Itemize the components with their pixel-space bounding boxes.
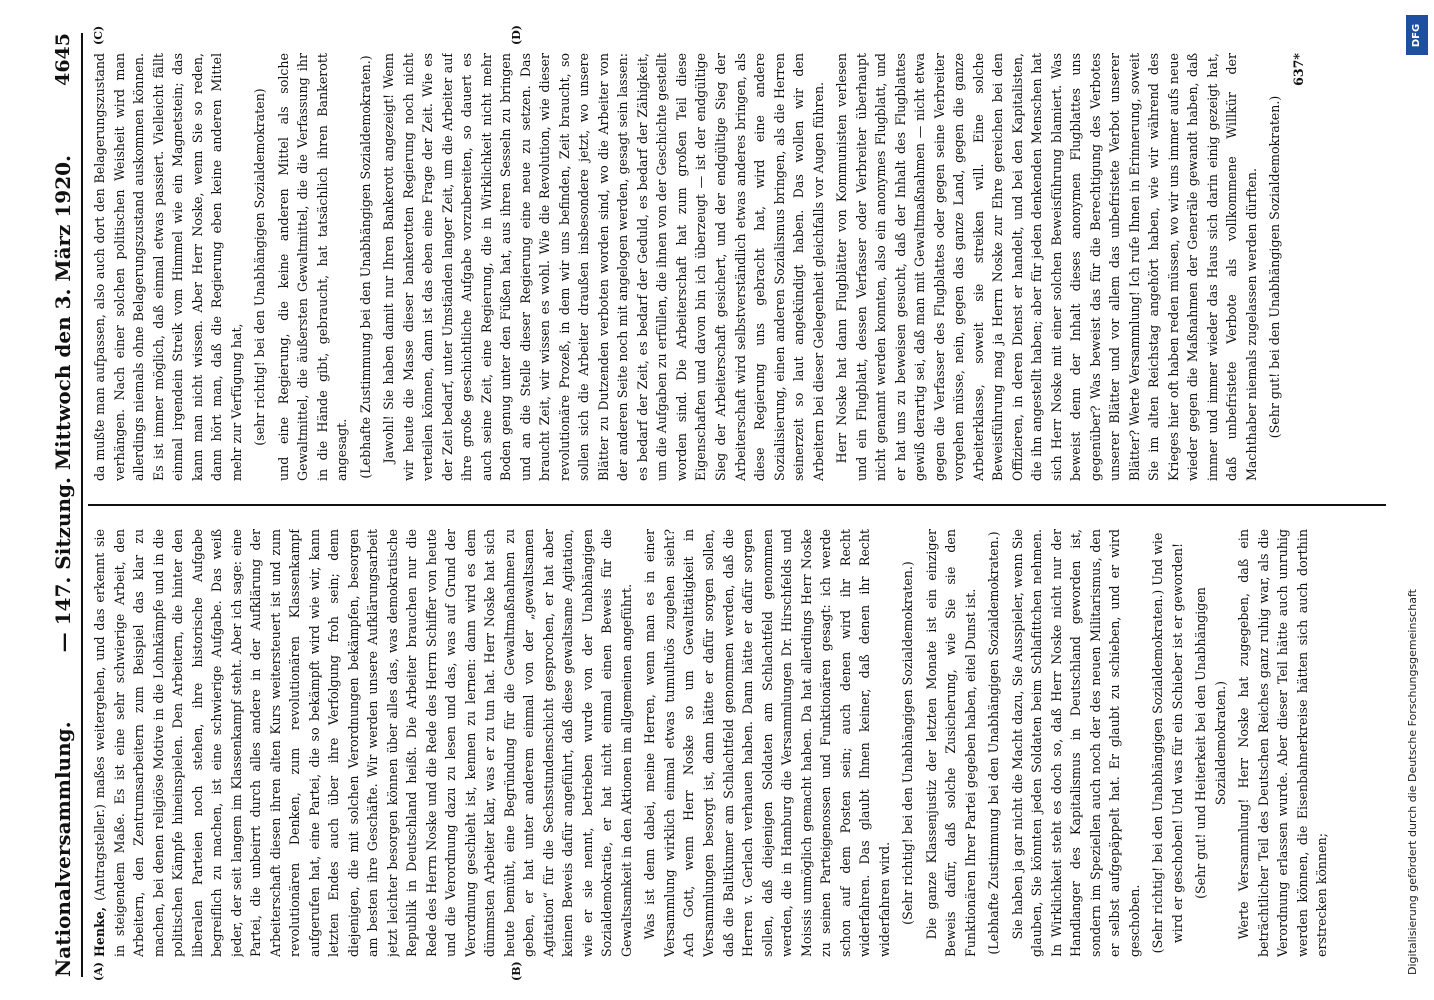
remark-paragraph: (Lebhafte Zustimmung bei den Unabhängigen Sozialdemokraten.) — [986, 531, 1002, 955]
speech-text: (Antragsteller.) maßes weitergehen, und das erkennt sie in steigendem Maße. Es ist eine sehr schwierige Arbeit, den Arbeitern, den Zentrumsarbeitern zum Beispiel das klar zu machen, bei denen religiöse Motive in die Lohnkämpfe und in die politischen Kämpfe hineinspielen. Den Arbeitern, die hinter den liberalen Parteien noch stehen, ihre historische Aufgabe begreiflich zu machen, ist eine schwierige Aufgabe. Das weiß jeder, der seit langem im Klassenkampf steht. Aber ich sage: eine Partei, die unbeirrt durch alles andere in der Aufklärung der Arbeiterschaft diesen ihren alten Kurs weitersteuert ist und zum revolutionären Denken, zum revolutionären Klassenkampf aufgerufen hat, eine Partei, die so bekämpft wird wie wir, kann letzten Endes auch über ihre Verfolgung froh sein; denn diejenigen, die mit solchen Verordnungen bekämpfen, besorgen am besten ihre Geschäfte. Wir werden unsere Aufklärungsarbeit jetzt leichter besorgen können über alles das, was demokratische Republik in Deutschland heißt. Die Arbeiter brauchen nur die Rede des Herrn Noske und die Rede des Herrn Schiffer von heute und die Verordnung dazu zu lesen und das, was auf Grund der Verordnung geschieht ist, kennen zu lernen: dann wird es dem dümmsten Arbeiter klar, was er zu tun hat. Herr Noske hat sich heute bemüht, eine Begründung für die Gewaltmaßnahmen zu geben, er hat unter anderem einmal von der „gewaltsamen Agitation“ für die Sechsstundenschicht gesprochen, er hat aber keinen Beweis dafür angeführt, daß diese gewaltsame Agitation, wie er sie nennt, betrieben wurde von der Unabhängigen Sozialdemokratie, er hat nicht einmal einen Beweis für die Gewaltsamkeit in den Aktionen im allgemeinen angeführt. — [92, 529, 634, 957]
speaker-paragraph — [90, 529, 636, 957]
margin-label-a: (A) — [92, 962, 105, 981]
right-column — [90, 53, 1388, 481]
remark-paragraph: (Sehr gut! und Heiterkeit bei den Unabhängigen Sozialdemokraten.) — [1193, 587, 1228, 899]
page-header — [48, 33, 78, 977]
header-left: Nationalversammlung. — [51, 721, 75, 977]
remark-paragraph: (Sehr gut! bei den Unabhängigen Sozialdemokraten.) — [1267, 95, 1283, 439]
left-column — [90, 529, 1388, 957]
remark-paragraph: (Sehr richtig! bei den Unabhängigen Sozialdemokraten.) Und wie wird er geschoben! Und was für ein Schieber ist er geworden! — [1150, 532, 1185, 954]
speech-paragraph: und eine Regierung, die keine anderen Mittel als solche Gewaltmittel, die äußersten Gewaltmittel, die die Verfassung ihr in die Hände gibt, gebraucht, hat tatsächlich ihren Bankerott angesagt. — [275, 53, 350, 481]
speech-paragraph: Die ganze Klassenjustiz der letzten Monate ist ein einziger Beweis dafür, daß solche Zusicherung, wie Sie sie den Funktionären Ihrer Partei gegeben haben, eitel Dunst ist. — [923, 529, 978, 957]
remark-paragraph: (Sehr richtig! bei den Unabhängigen Sozialdemokraten.) — [900, 561, 916, 925]
speech-paragraph: Herr Noske hat dann Flugblätter von Kommunisten verlesen und ein Flugblatt, dessen Verfasser oder Verbreiter überhaupt nicht genannt werden konnten, also ein anonymes Flugblatt, und er hat uns zu beweisen gesucht, daß der Inhalt des Flugblattes gewiß derartig sei, daß man mit Gewaltmaßnahmen — nicht etwa gegen die Verfasser des Flugblattes oder gegen seine Verbreiter vorgehen müsse, nein, gegen das ganze Land, gegen die ganze Arbeiterklasse, soweit sie streiken will. Eine solche Beweisführung mag ja Herrn Noske zur Ehre gereichen bei den Offizieren, in deren Dienst er handelt, und bei den Kapitalisten, die ihn angestellt haben; aber für jeden denkenden Menschen hat sich Herr Noske mit einer solchen Beweisführung blamiert. Was beweist denn der Inhalt dieses anonymen Flugblattes uns gegenüber? Was beweist das für die Berechtigung des Verbotes unserer Blätter und vor allem das unbefristete Verbot unserer Blätter? Werte Versammlung! Ich rufe Ihnen in Erinnerung, soweit Sie im alten Reichstag angehört haben, wie wir während des Krieges hier oft haben reden müssen, wo wir uns immer aufs neue wieder gegen die Maßnahmen der Generäle gewandt haben, daß immer und immer wieder das Haus sich darin einig gezeigt hat, daß unbefristete Verbote als vollkommene Willkür der Machthaber niemals zugelassen werden dürften. — [834, 53, 1259, 481]
speaker-name: Henke, — [92, 906, 107, 957]
margin-label-d: (D) — [510, 25, 523, 45]
margin-label-b: (B) — [510, 961, 523, 981]
margin-label-c: (C) — [92, 25, 105, 45]
column-divider — [88, 504, 1386, 506]
speech-paragraph: Sie haben ja gar nicht die Macht dazu, Sie Ausspieler, wenn Sie glauben, Sie könnten jeden Soldaten beim Schlafittchen nehmen. In Wirklichkeit steht es doch so, daß Herr Noske nicht nur der Handlanger des Kapitalismus in Deutschland geworden ist, sondern im Speziellen auch noch der des neuen Militarismus, den er selbst aufgepäppelt hat. Er glaubt zu schieben, und er wird geschoben. — [1009, 529, 1142, 957]
digitization-note — [1404, 15, 1430, 985]
page-reference: 637* — [1290, 53, 1306, 86]
page-number: 4645 — [52, 33, 74, 86]
remark-paragraph: (Lebhafte Zustimmung bei den Unabhängigen Sozialdemokraten.) — [357, 55, 373, 479]
digitization-note-text: Digitalisierung gefördert durch die Deutsche Forschungsgemeinschaft — [1406, 589, 1419, 975]
newspaper-page — [40, 25, 1400, 985]
speech-paragraph: da mußte man aufpassen, also auch dort den Belagerungszustand verhängen. Nach einer solchen politischen Weisheit wird man allerdings niemals ohne Belagerungszustand auskommen können. Es ist immer möglich, daß einmal etwas passiert. Vielleicht fällt einmal irgendein Streik vom Himmel wie ein Magnetstein; das kann man nicht wissen. Aber Herr Noske, wenn Sie so reden, dann hört man, daß die Regierung eben keine anderen Mittel mehr zur Verfügung hat, — [92, 53, 244, 481]
header-rule — [81, 33, 83, 977]
speech-paragraph: Werte Versammlung! Herr Noske hat zugegeben, daß ein beträchtlicher Teil des Deutschen Reiches ganz ruhig war, als die Verordnung erlassen wurde. Aber dieser Teil hätte auch unruhig werden können, die Eisenbahnerkreise hätten sich auch dorthin erstrecken können; — [1236, 529, 1330, 957]
remark-paragraph: (sehr richtig! bei den Unabhängigen Sozialdemokraten) — [252, 88, 268, 446]
speech-paragraph: Jawohl! Sie haben damit nur Ihren Bankerott angezeigt! Wenn wir heute die Masse dieser bankerotten Regierung noch nicht verteilen können, dann ist das eben eine Frage der Zeit. Wie es der Zeit bedarf, unter Umständen langer Zeit, um die Arbeiter auf ihre große geschichtliche Aufgabe vorzubereiten, so dauert es auch seine Zeit, eine Regierung, die in Wirklichkeit nicht mehr Boden genug unter den Füßen hat, aus ihren Sesseln zu bringen und an die Stelle dieser Regierung eine neue zu setzen. Das braucht Zeit, wir wissen es wohl. Wie die Revolution, wie dieser revolutionäre Prozeß, in dem wir uns befinden, Zeit braucht, so sollen sich die Arbeiter draußen insbesondere jetzt, wo unsere Blätter zu Dutzenden verboten worden sind, wo die Arbeiter von der anderen Seite noch mit angelogen werden, gesagt sein lassen: es bedarf der Zeit, es bedarf der Geduld, es bedarf der Zähigkeit, um die Aufgaben zu erfüllen, die ihnen von der Geschichte gestellt worden sind. Die Arbeiterschaft hat zum großen Teil diese Eigenschaften und davon bin ich überzeugt — ist der endgültige Sieg der Arbeiterschaft gesichert, und der endgültige Sieg der Arbeiterschaft wird selbstverständlich etwas anderes bringen, als diese Regierung uns gebracht hat, wird eine andere Sozialisierung, einen anderen Sozialismus bringen, als die Herren seinerzeit so laut angekündigt haben. Das wollen wir den Arbeitern bei dieser Gelegenheit gleichfalls vor Augen führen. — [381, 53, 826, 481]
speech-paragraph: Was ist denn dabei, meine Herren, wenn man es in einer Versammlung wirklich einmal etwas tumultuös zugehen sieht? Ach Gott, wenn Herr Noske so um Gewalttätigkeit in Versammlungen besorgt ist, dann hätte er dafür sorgen sollen, daß die Baltikumer am Schlachtfeld genommen werden, daß die Herren v. Gerlach verhauen haben. Dann hätte er dafür sorgen sollen, daß diejenigen Soldaten am Schlachtfeld genommen werden, die in Hamburg die Versammlungen Dr. Hirschfelds und Moissis unmöglich gemacht haben. Da hat allerdings Herr Noske zu seinen Parteigenossen und Funktionären gesagt: ich werde schon auf dem Posten sein; auch denen wird ihr Recht widerfahren. Das glaubt Ihnen keiner, daß denen ihr Recht widerfahren wird. — [642, 529, 892, 957]
dfg-logo: DFG — [1406, 15, 1428, 55]
header-center: — 147. Sitzung. Mittwoch den 3. März 1920. — [51, 154, 75, 653]
